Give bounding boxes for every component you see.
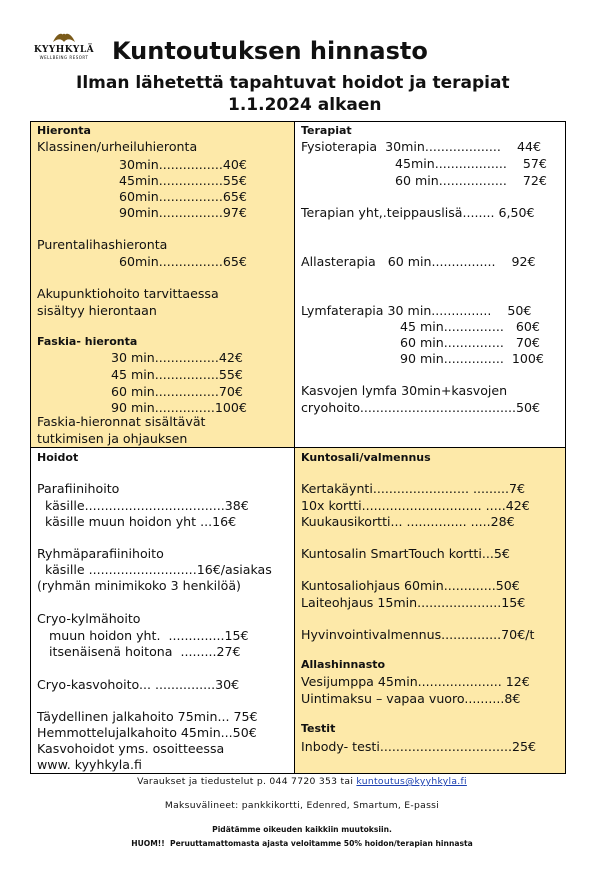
price-line: 45min.................. 57€ [395, 156, 547, 171]
price-line: Kuntosalin SmartTouch kortti...5€ [301, 546, 510, 561]
price-line: Täydellinen jalkahoito 75min... 75€ [37, 709, 258, 724]
hieronta-heading: Hieronta [37, 124, 91, 137]
price-line: Terapian yht,.teippauslisä........ 6,50€ [301, 205, 535, 220]
price-line: 30min................40€ [119, 157, 247, 172]
info-line: tutkimisen ja ohjauksen [37, 431, 188, 446]
price-line: 45 min................55€ [111, 367, 243, 382]
price-line: 60min................65€ [119, 189, 247, 204]
info-line: Faskia-hieronnat sisältävät [37, 414, 206, 429]
price-line: Kuntosaliohjaus 60min.............50€ [301, 578, 520, 593]
testit-heading: Testit [301, 722, 336, 735]
hieronta-section [31, 122, 294, 447]
price-line: käsille ...........................16€/asiakas [37, 562, 272, 577]
price-line: Cryo-kasvohoito... ...............30€ [37, 677, 240, 692]
price-line: itsenäisenä hoitona .........27€ [37, 644, 241, 659]
rights-note: Pidätämme oikeuden kaikkiin muutoksiin. [212, 825, 392, 834]
info-line: (ryhmän minimikoko 3 henkilöä) [37, 578, 241, 593]
price-line: 45min................55€ [119, 173, 247, 188]
hoidot-heading: Hoidot [37, 451, 79, 464]
price-line: 60 min................. 72€ [395, 173, 547, 188]
cancellation-notice: HUOM!! Peruuttamattomasta ajasta veloitamme 50% hoidon/terapian hinnasta [131, 839, 473, 848]
dove-icon [50, 30, 78, 46]
page-title: Kuntoutuksen hinnasto [112, 37, 428, 65]
price-line: käsille muun hoidon yht ...16€ [37, 514, 237, 529]
price-line: Lymfaterapia 30 min............... 50€ [301, 303, 532, 318]
page-subtitle: Ilman lähetettä tapahtuvat hoidot ja terapiat [76, 73, 510, 93]
allas-heading: Allashinnasto [301, 658, 386, 671]
terapiat-section [294, 122, 565, 447]
price-line: Inbody- testi.................................25€ [301, 739, 536, 754]
info-line: Cryo-kylmähoito [37, 611, 141, 626]
hoidot-section [31, 447, 294, 773]
price-line: muun hoidon yht. ..............15€ [37, 628, 249, 643]
info-line: Kasvohoidot yms. osoitteessa [37, 741, 225, 756]
price-line: Fysioterapia 30min................... 44€ [301, 139, 541, 154]
booking-text: Varaukset ja tiedustelut p. 044 7720 353 tai [137, 776, 357, 787]
price-line: Klassinen/urheiluhieronta [37, 139, 198, 154]
info-line: Parafiinihoito [37, 481, 120, 496]
price-line: 60min................65€ [119, 254, 247, 269]
payment-methods: Maksuvälineet: pankkikortti, Edenred, Smartum, E-passi [164, 800, 440, 811]
price-line: Kuukausikortti... ............... .....28€ [301, 514, 515, 529]
price-line: Purentalihashieronta [37, 237, 168, 252]
logo-tag: WELLBEING RESORT [39, 55, 89, 60]
price-line: Kertakäynti........................ .........7€ [301, 481, 526, 496]
website-text: www. kyyhkyla.fi [37, 757, 142, 772]
info-line: Akupunktiohoito tarvittaessa [37, 286, 219, 301]
booking-email-link[interactable]: kuntoutus@kyyhkyla.fi [356, 776, 467, 787]
kyyhkyla-logo [28, 30, 100, 66]
price-line: cryohoito.......................................50€ [301, 400, 541, 415]
logo-brand: KYYHKYLÄ [33, 45, 95, 55]
kuntosali-heading: Kuntosali/valmennus [301, 451, 431, 464]
terapiat-heading: Terapiat [301, 124, 352, 137]
booking-line [0, 776, 604, 787]
price-line: 90 min...............100€ [111, 400, 247, 415]
faskia-heading: Faskia- hieronta [37, 335, 138, 348]
price-line: Hyvinvointivalmennus...............70€/t [301, 627, 535, 642]
price-table [30, 121, 566, 774]
valid-from-date: 1.1.2024 alkaen [228, 95, 382, 115]
price-line: 30 min................42€ [111, 350, 243, 365]
price-line: 60 min................70€ [111, 384, 243, 399]
price-line: Uintimaksu – vapaa vuoro..........8€ [301, 691, 521, 706]
price-line: käsille...................................38€ [37, 498, 249, 513]
info-line: Ryhmäparafiinihoito [37, 546, 164, 561]
kuntosali-section [294, 447, 565, 773]
price-line: Vesijumppa 45min..................... 12€ [301, 674, 530, 689]
info-line: sisältyy hierontaan [37, 303, 157, 318]
info-line: Kasvojen lymfa 30min+kasvojen [301, 383, 508, 398]
price-line: Hemmottelujalkahoito 45min...50€ [37, 725, 257, 740]
price-line: 90min................97€ [119, 205, 247, 220]
price-line: Allasterapia 60 min................ 92€ [301, 254, 536, 269]
price-line: 10x kortti.............................. .....42€ [301, 498, 530, 513]
price-line: 45 min............... 60€ [400, 319, 540, 334]
price-line: 60 min............... 70€ [400, 335, 540, 350]
price-line: 90 min............... 100€ [400, 351, 544, 366]
price-line: Laiteohjaus 15min.....................15€ [301, 595, 526, 610]
